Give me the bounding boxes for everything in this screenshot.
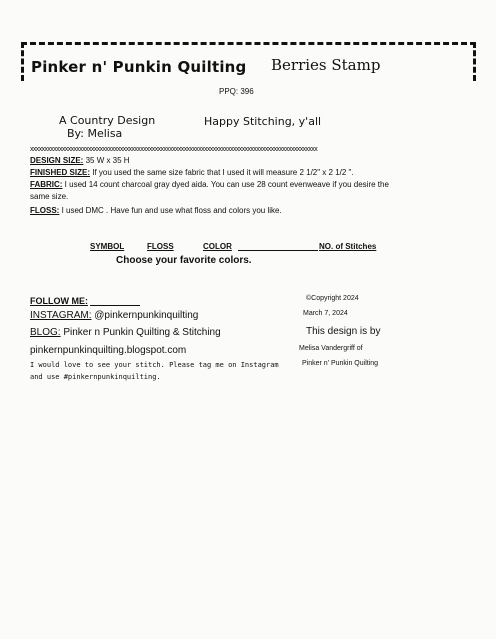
finished-size-value: If you used the same size fabric that I used it will measure 2 1/2" x 2 1/2 ". [90, 168, 354, 177]
blog-row [30, 327, 221, 338]
tag-note-line2: and use #pinkernpunkinquilting. [30, 373, 161, 381]
design-size-row [30, 156, 130, 165]
website-link[interactable]: pinkernpunkinquilting.blogspot.com [30, 345, 187, 356]
fabric-value-cont: same size. [30, 192, 69, 201]
copyright-notice: ©Copyright 2024 [306, 295, 359, 302]
greeting: Happy Stitching, y'all [204, 115, 322, 128]
follow-me [30, 296, 140, 306]
pattern-number: PPQ: 396 [219, 87, 254, 96]
fabric-value: I used 14 count charcoal gray dyed aida. You can use 28 count evenweave if you desire the [62, 180, 389, 189]
author-name: Melisa Vandergriff of [299, 345, 363, 352]
col-floss: FLOSS [147, 242, 174, 251]
instagram-handle[interactable]: @pinkernpunkinquilting [91, 310, 199, 321]
instagram-label: INSTAGRAM: [30, 310, 92, 321]
blog-label: BLOG: [30, 327, 61, 338]
col-stitches: NO. of Stitches [319, 242, 377, 251]
fabric-row [30, 180, 389, 189]
shop-title: Pinker n' Punkin Quilting [31, 58, 247, 76]
floss-value: I used DMC . Have fun and use what floss and colors you like. [59, 206, 282, 215]
fabric-label: FABRIC: [30, 180, 63, 189]
follow-label: FOLLOW ME: [30, 296, 88, 306]
col-color: COLOR [203, 242, 232, 251]
instagram-row [30, 310, 198, 321]
pattern-name: Berries Stamp [271, 56, 381, 74]
design-date: March 7, 2024 [303, 310, 348, 317]
finished-size-label: FINISHED SIZE: [30, 168, 91, 177]
design-style: A Country Design [59, 114, 156, 127]
design-by: This design is by [306, 326, 381, 337]
floss-label: FLOSS: [30, 206, 60, 215]
color-col-underline [238, 250, 318, 251]
blog-name[interactable]: Pinker n Punkin Quilting & Stitching [60, 327, 221, 338]
floss-row [30, 206, 282, 215]
separator-line: xxxxxxxxxxxxxxxxxxxxxxxxxxxxxxxxxxxxxxxxxxxxxxxxxxxxxxxxxxxxxxxxxxxxxxxxxxxxxxxxxxxxxxxxxxxxxxxxxxx [30, 146, 318, 153]
design-size-label: DESIGN SIZE: [30, 156, 84, 165]
shop-name: Pinker n' Punkin Quilting [302, 360, 379, 367]
tag-note-line1: I would love to see your stitch. Please tag me on Instagram [30, 361, 279, 369]
follow-blank-line [90, 296, 140, 306]
color-note: Choose your favorite colors. [116, 255, 252, 266]
finished-size-row [30, 168, 354, 177]
design-size-value: 35 W x 35 H [83, 156, 130, 165]
col-symbol: SYMBOL [90, 242, 125, 251]
designer-line: By: Melisa [67, 127, 123, 140]
